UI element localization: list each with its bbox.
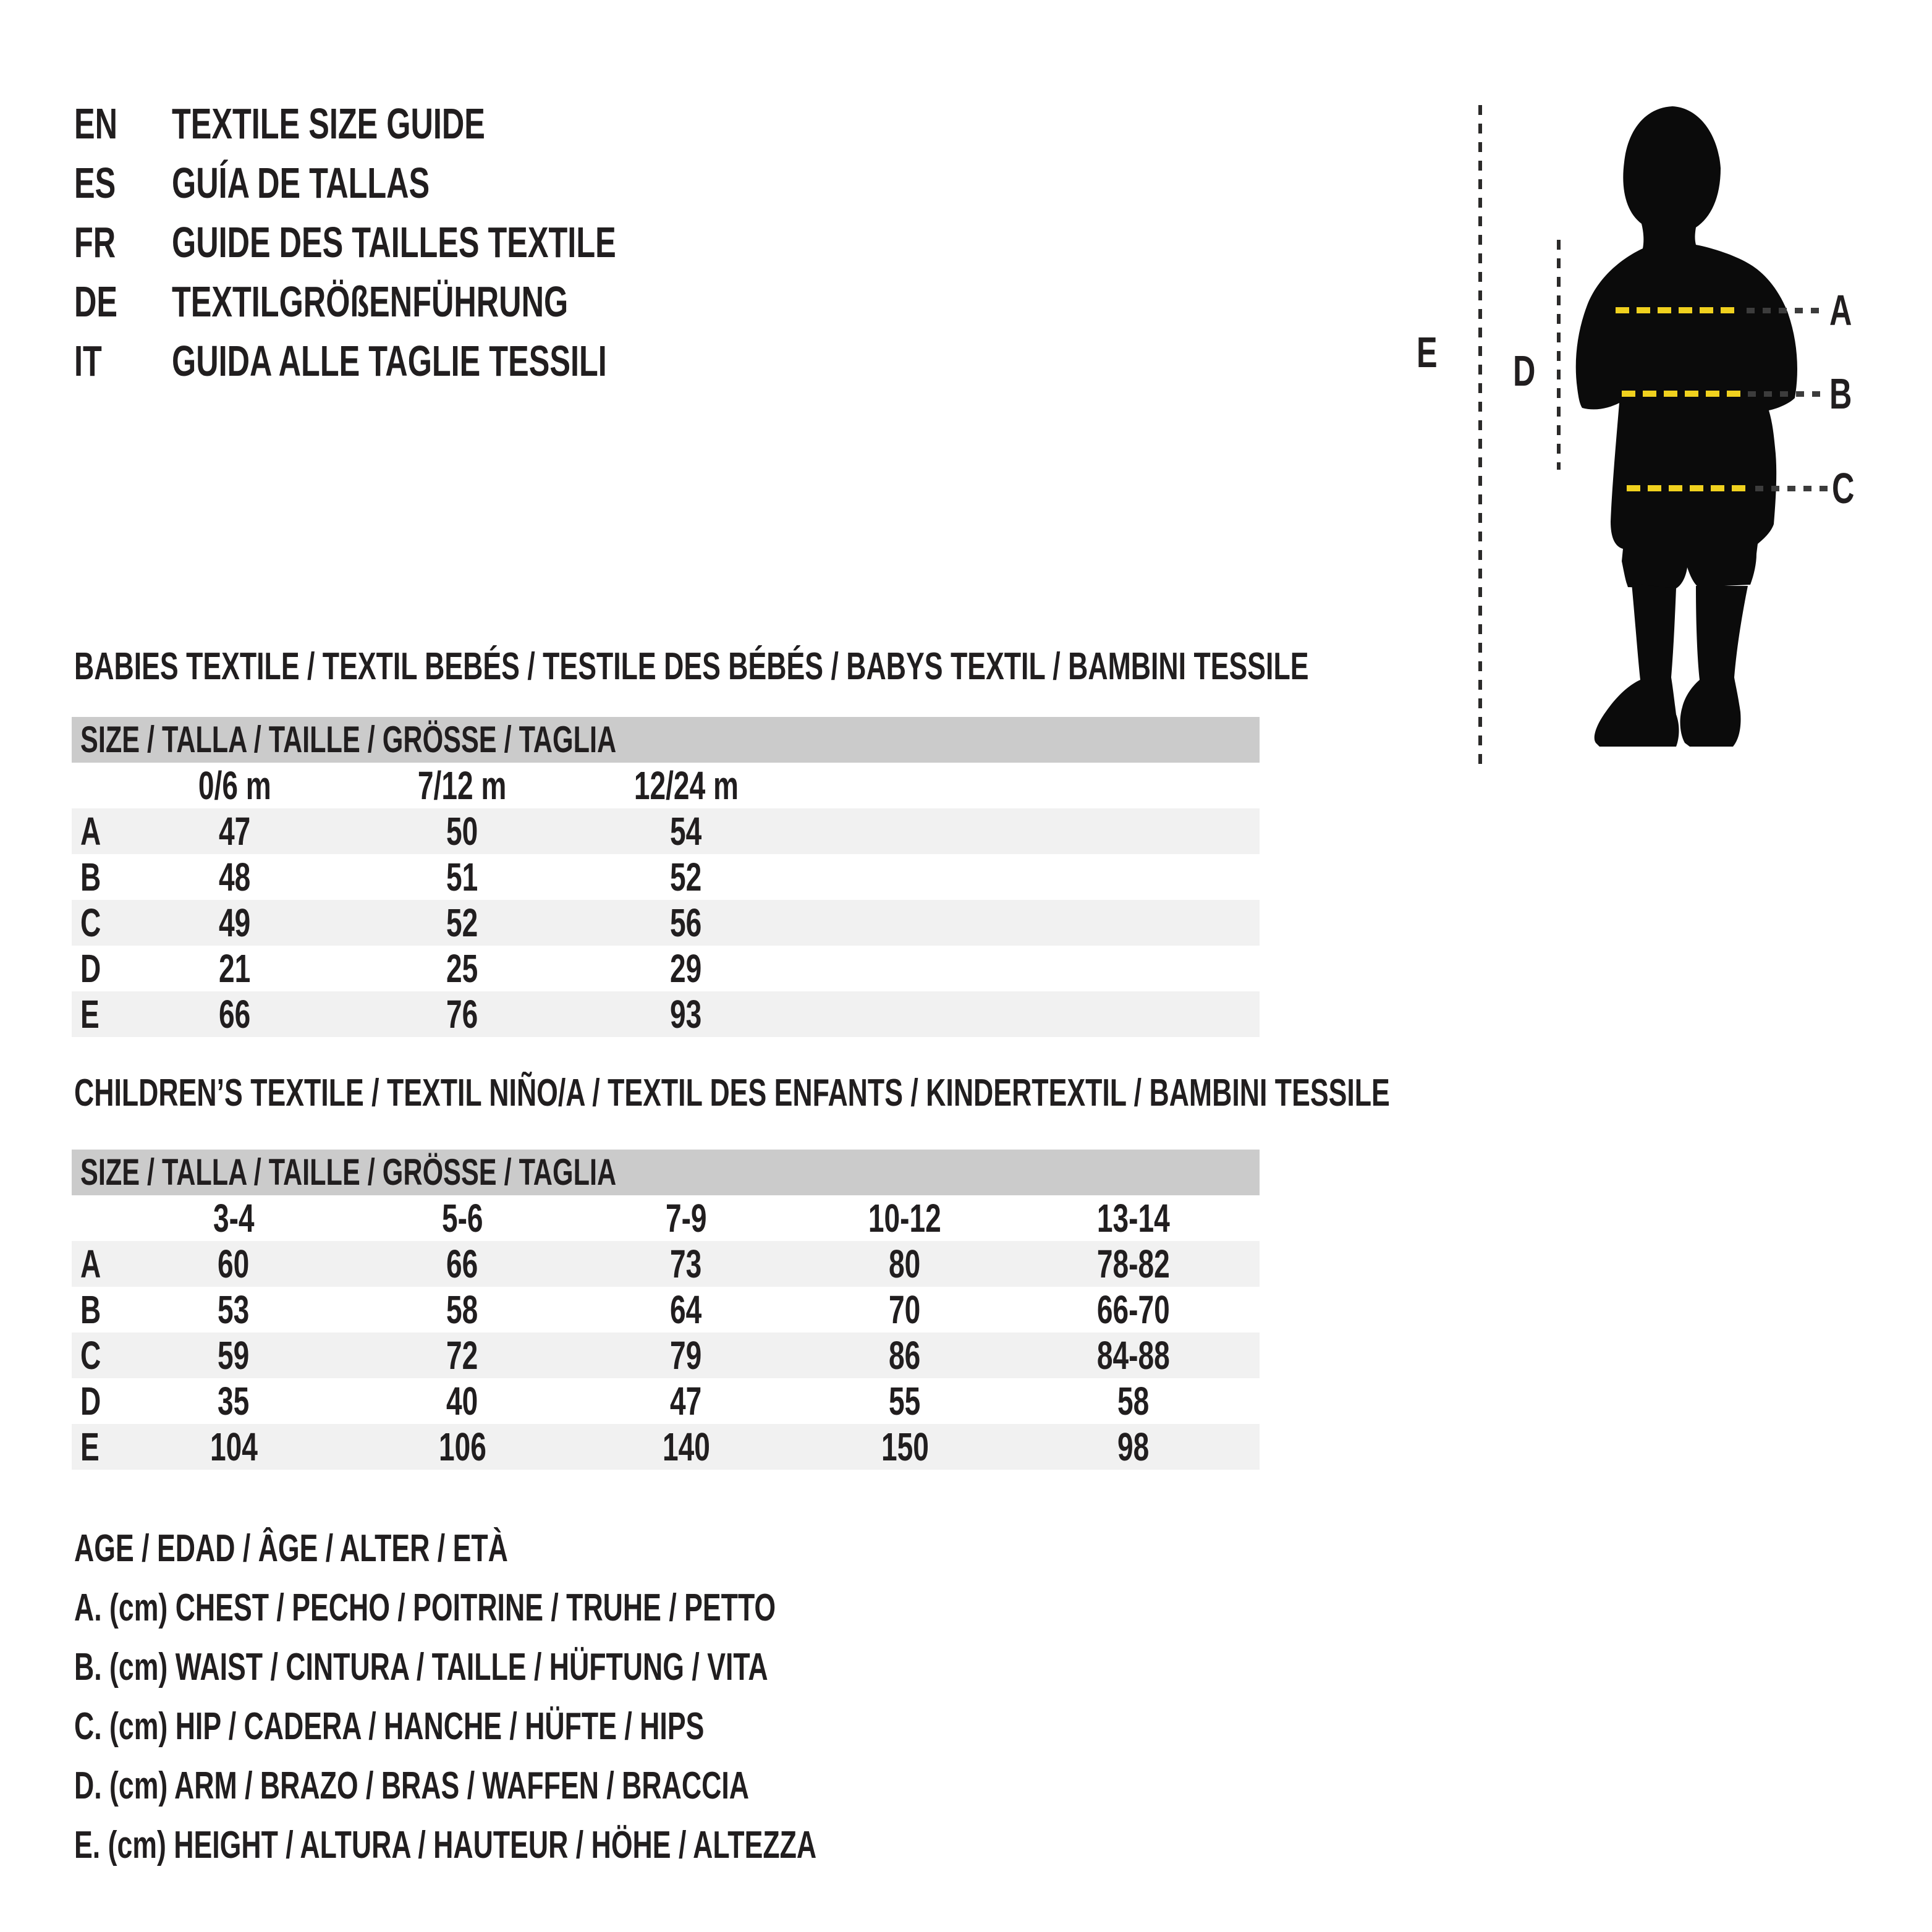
language-code: EN <box>74 100 118 148</box>
table-cell: 51 <box>446 855 478 899</box>
table-row <box>72 991 1260 1037</box>
guide-title: GUIDE DES TAILLES TEXTILE <box>172 218 616 266</box>
measure-label-c: C <box>1831 464 1855 512</box>
table-cell: 73 <box>670 1242 702 1286</box>
babies-size-table <box>72 717 1260 1037</box>
table-cell: 21 <box>219 946 251 991</box>
table-row <box>72 946 1260 991</box>
row-label: A <box>80 809 101 854</box>
table-cell: 59 <box>218 1333 250 1378</box>
table-cell: 52 <box>446 900 478 945</box>
table-cell: 66 <box>446 1242 478 1286</box>
table-cell: 106 <box>438 1425 486 1469</box>
table-row <box>72 854 1260 900</box>
guide-title: GUÍA DE TALLAS <box>172 159 430 207</box>
legend-line-age: AGE / EDAD / ÂGE / ALTER / ETÀ <box>74 1527 508 1570</box>
column-header-row <box>72 763 1260 808</box>
column-header: 7-9 <box>665 1196 707 1240</box>
table-cell: 72 <box>446 1333 478 1378</box>
legend-line-chest: A. (cm) CHEST / PECHO / POITRINE / TRUHE / PETTO <box>74 1587 776 1629</box>
column-header-row <box>72 1195 1260 1241</box>
table-cell: 84-88 <box>1097 1333 1170 1378</box>
table-cell: 70 <box>889 1287 921 1332</box>
row-label: E <box>80 992 100 1036</box>
row-label: C <box>80 900 101 945</box>
table-cell: 29 <box>670 946 702 991</box>
table-cell: 66 <box>219 992 251 1036</box>
table-cell: 86 <box>889 1333 921 1378</box>
column-header: 0/6 m <box>198 763 271 808</box>
language-row <box>74 331 789 391</box>
language-row <box>74 94 789 153</box>
chest-measure-extension-a <box>1747 308 1821 313</box>
legend-line-hip: C. (cm) HIP / CADERA / HANCHE / HÜFTE / HIPS <box>74 1705 705 1748</box>
row-label: D <box>80 946 101 991</box>
table-row <box>72 1332 1260 1378</box>
language-code: ES <box>74 159 116 207</box>
chest-measure-line-a <box>1616 307 1742 313</box>
table-cell: 78-82 <box>1097 1242 1170 1286</box>
measurement-legend <box>74 1519 1105 1875</box>
language-row <box>74 272 789 331</box>
table-cell: 53 <box>218 1287 250 1332</box>
table-cell: 40 <box>446 1379 478 1423</box>
table-cell: 49 <box>219 900 251 945</box>
measure-label-a: A <box>1829 286 1852 334</box>
table-cell: 58 <box>1117 1379 1150 1423</box>
table-cell: 50 <box>446 809 478 854</box>
row-label: A <box>80 1242 101 1286</box>
table-cell: 48 <box>219 855 251 899</box>
table-cell: 76 <box>446 992 478 1036</box>
table-cell: 58 <box>446 1287 478 1332</box>
table-cell: 79 <box>670 1333 702 1378</box>
table-cell: 47 <box>219 809 251 854</box>
table-cell: 60 <box>218 1242 250 1286</box>
table-row <box>72 808 1260 854</box>
column-header: 7/12 m <box>418 763 507 808</box>
row-label: E <box>80 1425 100 1469</box>
children-section-title: CHILDREN’S TEXTILE / TEXTIL NIÑO/A / TEXTIL DES ENFANTS / KINDERTEXTIL / BAMBINI TESSILE <box>74 1072 1390 1114</box>
table-row <box>72 1287 1260 1332</box>
table-cell: 54 <box>670 809 702 854</box>
table-body <box>72 1241 1260 1470</box>
table-cell: 55 <box>889 1379 921 1423</box>
legend-line-waist: B. (cm) WAIST / CINTURA / TAILLE / HÜFTUNG / VITA <box>74 1646 768 1688</box>
table-row <box>72 1424 1260 1470</box>
table-cell: 66-70 <box>1097 1287 1170 1332</box>
row-label: B <box>80 855 101 899</box>
table-row <box>72 1241 1260 1287</box>
table-cell: 93 <box>670 992 702 1036</box>
language-code: FR <box>74 218 116 266</box>
column-header: 12/24 m <box>633 763 739 808</box>
column-header: 13-14 <box>1097 1196 1170 1240</box>
table-cell: 56 <box>670 900 702 945</box>
table-cell: 47 <box>670 1379 702 1423</box>
children-size-table <box>72 1150 1260 1470</box>
row-label: D <box>80 1379 101 1423</box>
hip-measure-extension-c <box>1755 486 1828 491</box>
language-code: IT <box>74 337 102 385</box>
table-cell: 80 <box>889 1242 921 1286</box>
table-cell: 140 <box>662 1425 710 1469</box>
language-title-block <box>74 94 789 391</box>
guide-title: TEXTILE SIZE GUIDE <box>172 100 485 148</box>
table-row <box>72 900 1260 946</box>
table-cell: 25 <box>446 946 478 991</box>
measure-label-e: E <box>1416 328 1438 376</box>
waist-measure-extension-b <box>1748 391 1821 397</box>
language-code: DE <box>74 278 118 326</box>
table-body <box>72 808 1260 1037</box>
legend-line-height: E. (cm) HEIGHT / ALTURA / HAUTEUR / HÖHE / ALTEZZA <box>74 1824 817 1866</box>
table-cell: 150 <box>881 1425 929 1469</box>
guide-title: GUIDA ALLE TAGLIE TESSILI <box>172 337 607 385</box>
guide-title: TEXTILGRÖßENFÜHRUNG <box>172 278 569 326</box>
size-header-bar: SIZE / TALLA / TAILLE / GRÖSSE / TAGLIA <box>72 717 1260 763</box>
row-label: C <box>80 1333 101 1378</box>
table-cell: 64 <box>670 1287 702 1332</box>
language-row <box>74 213 789 272</box>
measure-label-d: D <box>1512 347 1536 395</box>
hip-measure-line-c <box>1627 485 1750 491</box>
babies-section-title: BABIES TEXTILE / TEXTIL BEBÉS / TESTILE DES BÉBÉS / BABYS TEXTIL / BAMBINI TESSILE <box>74 645 1309 688</box>
legend-line-arm: D. (cm) ARM / BRAZO / BRAS / WAFFEN / BRACCIA <box>74 1765 750 1807</box>
column-header: 10-12 <box>868 1196 941 1240</box>
table-cell: 104 <box>210 1425 258 1469</box>
arm-measure-line-d <box>1557 240 1561 470</box>
table-cell: 98 <box>1117 1425 1150 1469</box>
measure-label-b: B <box>1829 370 1852 418</box>
table-cell: 52 <box>670 855 702 899</box>
waist-measure-line-b <box>1622 391 1743 397</box>
column-header: 5-6 <box>441 1196 483 1240</box>
row-label: B <box>80 1287 101 1332</box>
table-row <box>72 1378 1260 1424</box>
language-row <box>74 153 789 213</box>
table-cell: 35 <box>218 1379 250 1423</box>
size-header-bar: SIZE / TALLA / TAILLE / GRÖSSE / TAGLIA <box>72 1150 1260 1195</box>
column-header: 3-4 <box>213 1196 255 1240</box>
